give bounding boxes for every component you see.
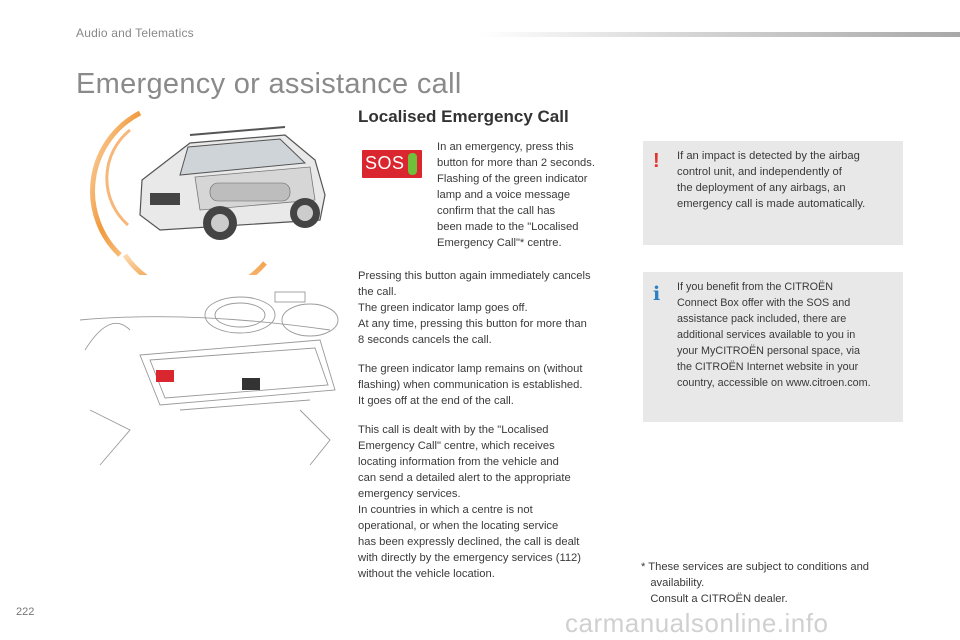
- header-rule: [480, 32, 960, 37]
- roof-console-illustration: [70, 290, 345, 470]
- warning-text: If an impact is detected by the airbag control unit, and independently of the deployment of any airbags, an emergency call is made automatically.: [677, 150, 866, 210]
- footnote: * These services are subject to conditions and availability. Consult a CITROËN dealer.: [641, 561, 870, 605]
- signal-wave-bottom: [125, 255, 265, 275]
- green-indicator-lamp: [408, 153, 417, 175]
- subheading: Localised Emergency Call: [358, 107, 569, 126]
- cancel-text: Pressing this button again immediately cancels the call. The green indicator lamp goes off. At any time, pressing this button for more than 8 seconds cancels the call.: [358, 270, 591, 346]
- call-handling-text: This call is dealt with by the "Localised Emergency Call" centre, which receives locating information from the vehicle and can send a detailed alert to the appropriate emergency services. In countries in which a centre is not operational, or when the locating service has been expressly declined, the call is dealt with directly by the emergency services (112) without the vehicle location.: [358, 424, 582, 580]
- car-illustration: [80, 105, 350, 275]
- intro-text: In an emergency, press this button for more than 2 seconds. Flashing of the green indicator lamp and a voice message confirm that the call has been made to the "Localised Emergency Call"* centre.: [437, 141, 595, 249]
- exclamation-icon: !: [653, 150, 660, 172]
- page-number: 222: [16, 606, 35, 618]
- watermark: carmanualsonline.info: [565, 608, 829, 638]
- signal-wave-left: [93, 113, 140, 255]
- sos-button-label: SOS: [365, 153, 405, 173]
- info-text: If you benefit from the CITROËN Connect Box offer with the SOS and assistance pack included, there are additional services available to you in your MyCITROËN personal space, via the CITROËN Internet website in your country, accessible on www.citroen.com.: [677, 281, 871, 389]
- car-icon: [140, 127, 325, 240]
- indicator-text: The green indicator lamp remains on (without flashing) when communication is established. It goes off at the end of the call.: [358, 363, 583, 407]
- page-title: Emergency or assistance call: [76, 68, 462, 100]
- console-sos-button: [156, 370, 174, 382]
- info-icon: i: [653, 283, 661, 305]
- console-assistance-button: [242, 378, 260, 390]
- section-title: Audio and Telematics: [76, 26, 194, 40]
- sos-button[interactable]: [362, 150, 422, 178]
